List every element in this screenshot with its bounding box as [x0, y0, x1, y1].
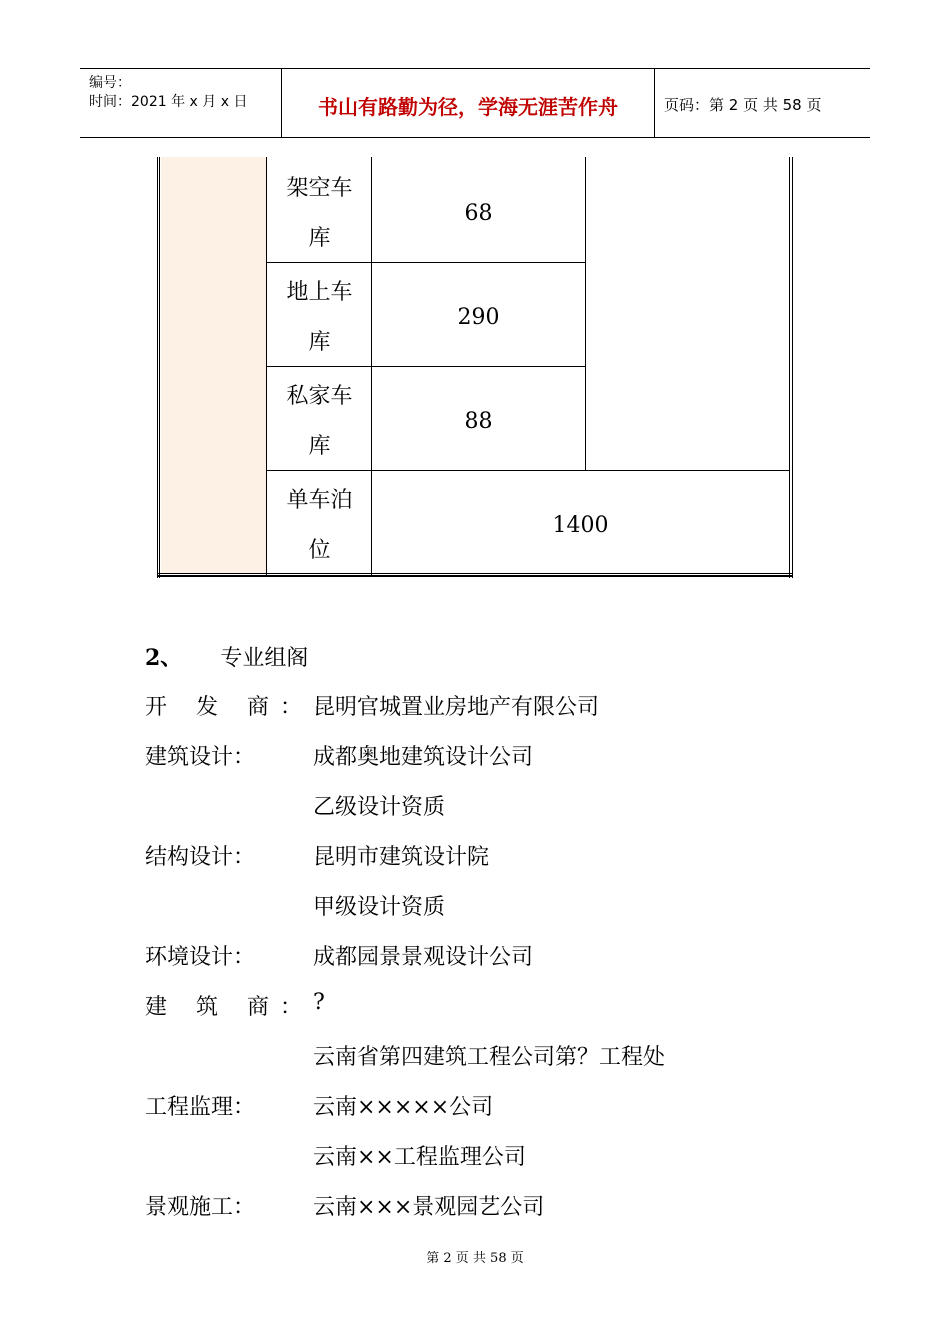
- team-value: 云南××工程监理公司: [313, 1145, 526, 1170]
- table-divider: [585, 157, 586, 470]
- team-value: 昆明官城置业房地产有限公司: [313, 695, 600, 720]
- table-row-value: 1400: [552, 513, 609, 538]
- section-heading: [145, 641, 308, 672]
- team-value: 乙级设计资质: [313, 795, 446, 820]
- table-left-border: [157, 157, 160, 578]
- table-row-label: [268, 268, 371, 368]
- table-row-value: 290: [457, 305, 500, 330]
- header-page-info: 页码：第 2 页 共 58 页: [664, 96, 822, 114]
- table-shaded-column: [161, 157, 267, 573]
- team-label: 结构设计：: [145, 845, 256, 870]
- team-label: 开 发 商：: [145, 695, 313, 720]
- row-label-line: 库: [308, 226, 331, 251]
- team-value: ?: [313, 990, 325, 1015]
- row-label-line: 位: [308, 538, 331, 563]
- section-title: 专业组阁: [220, 646, 309, 671]
- team-value: 成都奥地建筑设计公司: [313, 745, 534, 770]
- row-label-line: 库: [308, 330, 331, 355]
- team-value: 甲级设计资质: [313, 895, 446, 920]
- header-motto-cell: [282, 69, 655, 137]
- row-label-line: 单车泊: [286, 488, 353, 513]
- document-date: 时间：2021 年 x 月 x 日: [89, 94, 248, 110]
- table-row-value: 88: [464, 409, 493, 434]
- header-page-cell: [655, 69, 870, 137]
- table-right-border: [789, 157, 793, 578]
- table-bottom-border: [157, 573, 793, 577]
- row-label-line: 地上车: [286, 280, 353, 305]
- team-label: 建筑设计：: [145, 745, 256, 770]
- team-value: 云南省第四建筑工程公司第？工程处: [313, 1045, 666, 1070]
- team-value: 云南×××景观园艺公司: [313, 1195, 545, 1220]
- team-label: 环境设计：: [145, 945, 256, 970]
- row-label-line: 架空车: [286, 176, 353, 201]
- team-value: 云南×××××公司: [313, 1095, 494, 1120]
- page-footer: 第 2 页 共 58 页: [426, 1251, 524, 1266]
- parking-table: [157, 157, 793, 578]
- table-row-label: [268, 164, 371, 264]
- row-label-line: 库: [308, 434, 331, 459]
- team-label: 建 筑 商：: [145, 995, 313, 1020]
- table-row-label: [268, 372, 371, 472]
- table-row-value: 68: [464, 201, 493, 226]
- header-meta-cell: [80, 69, 282, 137]
- page-header: [80, 68, 870, 138]
- team-label: 工程监理：: [145, 1095, 256, 1120]
- header-motto: 书山有路勤为径，学海无涯苦作舟: [318, 95, 618, 119]
- team-value: 成都园景景观设计公司: [313, 945, 534, 970]
- table-row-label: [268, 476, 371, 576]
- section-number: 2、: [145, 645, 183, 671]
- team-value: 昆明市建筑设计院: [313, 845, 490, 870]
- row-label-line: 私家车: [286, 384, 353, 409]
- team-label: 景观施工：: [145, 1195, 256, 1220]
- document-number-label: 编号：: [89, 75, 131, 91]
